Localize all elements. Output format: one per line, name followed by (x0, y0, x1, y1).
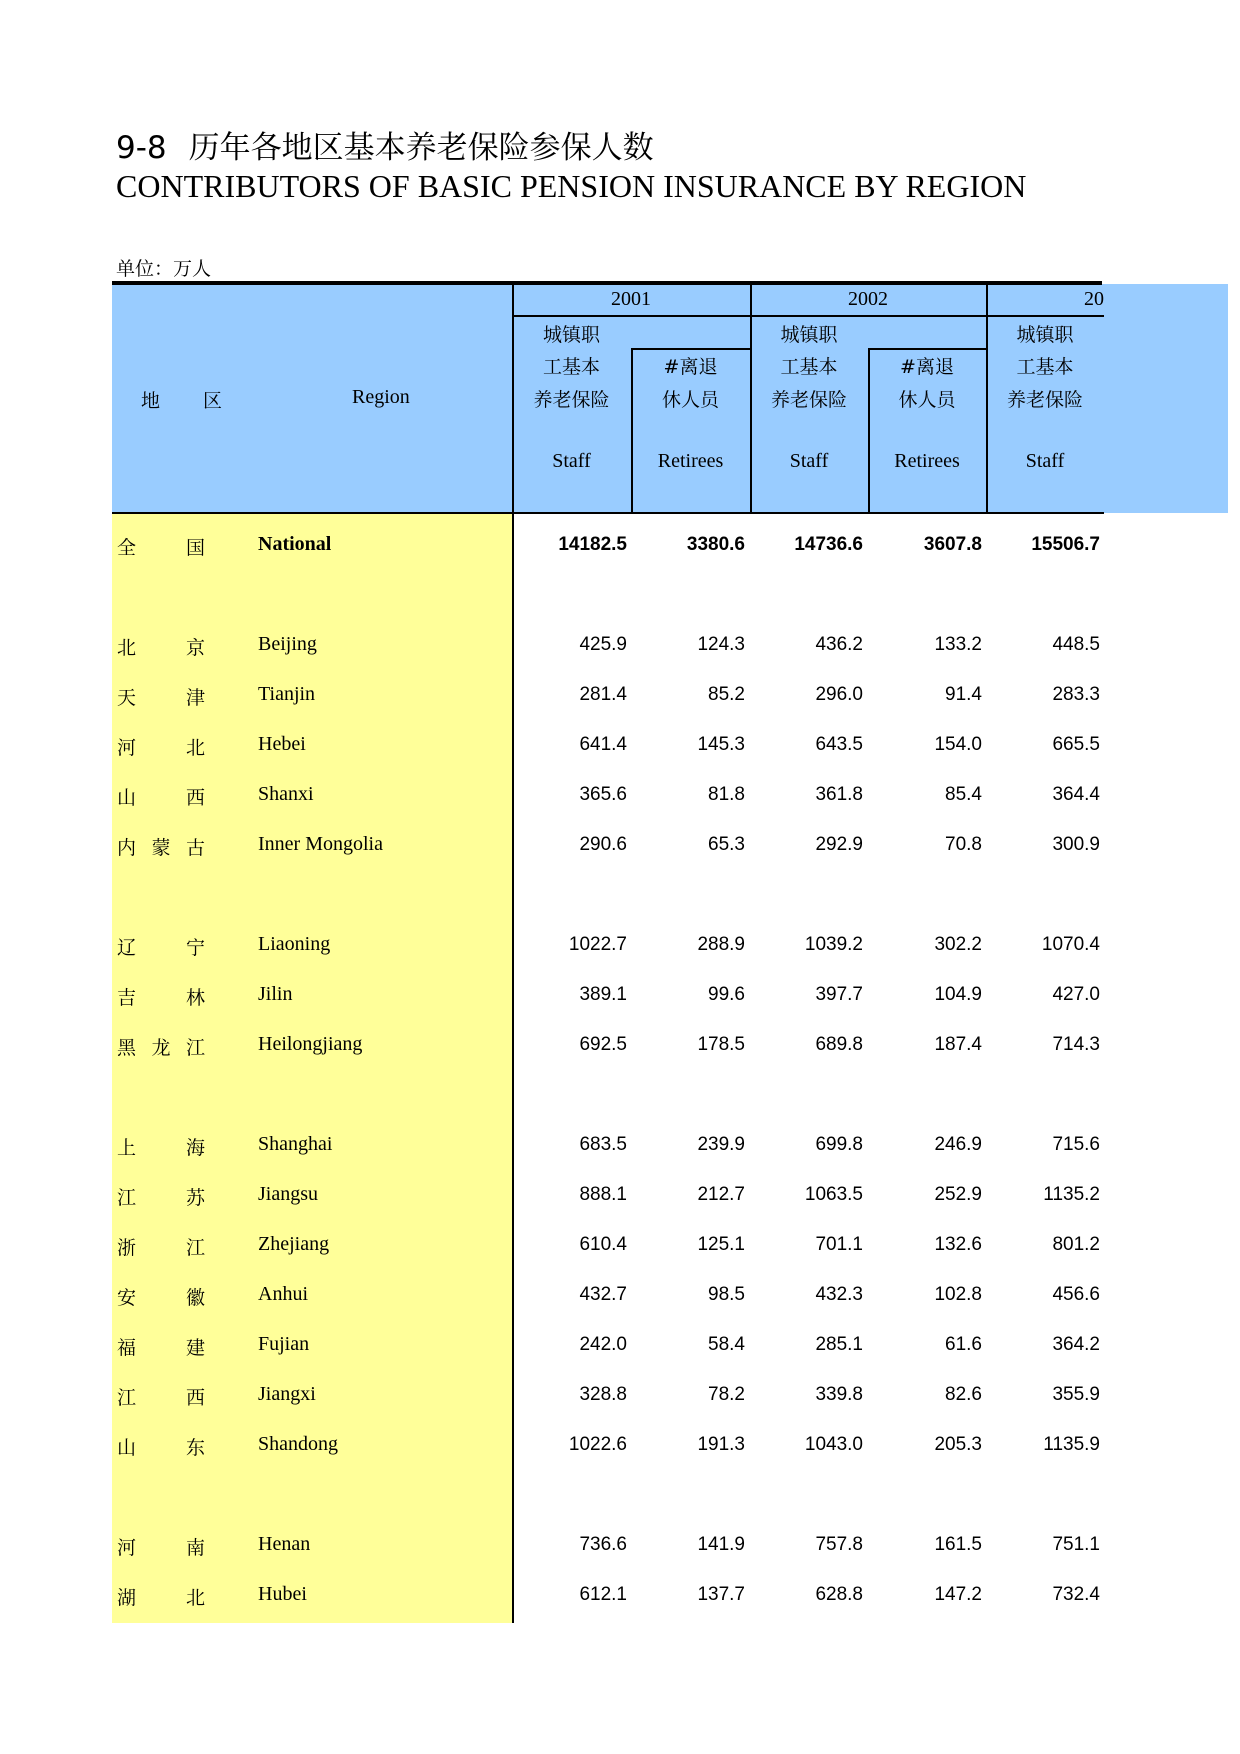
retirees-top-2001 (631, 348, 750, 350)
header-bottom-rule (112, 512, 1104, 514)
value-cell: 283.3 (1052, 684, 1100, 705)
table-row (0, 527, 1240, 567)
value-cell: 364.2 (1052, 1334, 1100, 1355)
table-number: 9-8 (116, 130, 167, 166)
value-cell: 692.5 (579, 1034, 627, 1055)
value-cell: 456.6 (1052, 1284, 1100, 1305)
value-cell: 3380.6 (686, 534, 745, 555)
region-name-cn (117, 1283, 205, 1310)
staff-2003-en: Staff (1025, 450, 1065, 472)
value-cell: 65.3 (708, 834, 745, 855)
region-name-en: Hubei (258, 1583, 307, 1605)
value-cell: 242.0 (579, 1334, 627, 1355)
value-cell: 132.6 (934, 1234, 982, 1255)
top-rule (112, 281, 1102, 285)
region-cn-char: 北 (185, 737, 205, 759)
region-cn-char: 西 (185, 1387, 205, 1409)
value-cell: 145.3 (697, 734, 745, 755)
value-cell: 683.5 (579, 1134, 627, 1155)
staff-2003-line3: 养老保险 (1006, 389, 1083, 411)
table-row (0, 1577, 1240, 1617)
region-cn-char: 古 (185, 837, 205, 859)
value-cell: 1039.2 (804, 934, 863, 955)
region-name-en: Fujian (258, 1333, 310, 1355)
region-name-en: Jilin (258, 983, 293, 1005)
value-cell: 715.6 (1052, 1134, 1100, 1155)
staff-2002-line2: 工基本 (780, 356, 838, 378)
region-name-cn (117, 1583, 205, 1610)
staff-2002-line1: 城镇职 (780, 324, 838, 346)
region-name-cn (117, 1533, 205, 1560)
region-name-en: Shanghai (258, 1133, 333, 1155)
value-cell: 628.8 (815, 1584, 863, 1605)
region-cn-char: 津 (185, 687, 205, 709)
staff-2001-en: Staff (552, 450, 591, 472)
retirees-2001-en: Retirees (657, 450, 724, 472)
value-cell: 288.9 (697, 934, 745, 955)
value-cell: 61.6 (945, 1334, 982, 1355)
region-name-en: Liaoning (258, 933, 331, 955)
year-2002: 2002 (848, 288, 888, 310)
value-cell: 1070.4 (1041, 934, 1100, 955)
value-cell: 1022.7 (568, 934, 627, 955)
region-name-cn (117, 833, 205, 860)
value-cell: 365.6 (579, 784, 627, 805)
region-name-cn (117, 1133, 205, 1160)
region-name-cn (117, 1433, 205, 1460)
value-cell: 736.6 (579, 1534, 627, 1555)
region-cn-char: 上 (117, 1137, 137, 1159)
value-cell: 427.0 (1052, 984, 1100, 1005)
region-cn-char: 北 (117, 637, 137, 659)
table-title-cn-text: 历年各地区基本养老保险参保人数 (188, 130, 654, 166)
region-name-cn (117, 633, 205, 660)
value-cell: 714.3 (1052, 1034, 1100, 1055)
value-cell: 432.3 (815, 1284, 863, 1305)
staff-2003-line2: 工基本 (1016, 356, 1074, 378)
region-name-en: Heilongjiang (258, 1033, 363, 1055)
region-cn-char: 南 (185, 1537, 205, 1559)
region-cn-char: 内 (117, 837, 137, 859)
region-cn-char: 辽 (117, 937, 137, 959)
value-cell: 389.1 (579, 984, 627, 1005)
value-cell: 78.2 (708, 1384, 745, 1405)
region-cn-char: 湖 (117, 1587, 137, 1609)
region-cn-char: 京 (185, 637, 205, 659)
value-cell: 292.9 (815, 834, 863, 855)
region-cn-char: 蒙 (151, 837, 171, 859)
retirees-2002-line1: #离退 (900, 356, 954, 378)
region-name-en: Jiangsu (258, 1183, 318, 1205)
year-underline (512, 315, 1104, 317)
value-cell: 58.4 (708, 1334, 745, 1355)
table-row (0, 677, 1240, 717)
region-name-cn (117, 683, 205, 710)
value-cell: 281.4 (579, 684, 627, 705)
value-cell: 98.5 (708, 1284, 745, 1305)
value-cell: 665.5 (1052, 734, 1100, 755)
value-cell: 91.4 (945, 684, 982, 705)
year-2003-partial: 20 (1084, 288, 1104, 310)
retirees-top-2002 (868, 348, 986, 350)
table-row (0, 827, 1240, 867)
region-name-en: Beijing (258, 633, 317, 655)
value-cell: 436.2 (815, 634, 863, 655)
retirees-2002-line2: 休人员 (898, 389, 956, 411)
staff-2001-line2: 工基本 (542, 356, 600, 378)
table-title-en: CONTRIBUTORS OF BASIC PENSION INSURANCE BY REGION (116, 168, 1027, 204)
region-cn-char: 河 (117, 1537, 137, 1559)
value-cell: 125.1 (697, 1234, 745, 1255)
region-cn-char: 国 (185, 537, 205, 559)
table-row (0, 777, 1240, 817)
value-cell: 448.5 (1052, 634, 1100, 655)
region-name-en: Zhejiang (258, 1233, 330, 1255)
table-row (0, 1527, 1240, 1567)
region-cn-char: 浙 (117, 1237, 137, 1259)
value-cell: 191.3 (697, 1434, 745, 1455)
region-name-cn (117, 533, 205, 560)
region-name-cn (117, 1183, 205, 1210)
value-cell: 15506.7 (1031, 534, 1100, 555)
value-cell: 641.4 (579, 734, 627, 755)
region-en-header: Region (352, 386, 410, 408)
table-row (0, 1027, 1240, 1067)
value-cell: 751.1 (1052, 1534, 1100, 1555)
retirees-2001-line2: 休人员 (661, 389, 719, 411)
staff-2001-line3: 养老保险 (533, 389, 610, 411)
value-cell: 102.8 (934, 1284, 982, 1305)
value-cell: 124.3 (697, 634, 745, 655)
region-cn-char: 东 (185, 1437, 205, 1459)
region-name-cn (117, 783, 205, 810)
region-name-en: Shandong (258, 1433, 338, 1455)
region-cn-char: 江 (185, 1237, 205, 1259)
region-name-en: Jiangxi (258, 1383, 316, 1405)
value-cell: 1135.2 (1043, 1184, 1100, 1205)
table-row (0, 977, 1240, 1017)
value-cell: 205.3 (934, 1434, 982, 1455)
region-cn-char: 福 (117, 1337, 137, 1359)
region-cn-b: 区 (203, 390, 223, 412)
table-row (0, 727, 1240, 767)
value-cell: 147.2 (934, 1584, 982, 1605)
region-name-cn (117, 1233, 205, 1260)
region-name-en: Anhui (258, 1283, 308, 1305)
region-name-cn (117, 1033, 205, 1060)
region-cn-char: 山 (117, 787, 137, 809)
region-cn-char: 北 (185, 1587, 205, 1609)
region-name-en: Inner Mongolia (258, 833, 383, 855)
table-row (0, 1377, 1240, 1417)
table-row (0, 1177, 1240, 1217)
value-cell: 701.1 (815, 1234, 863, 1255)
region-cn-char: 徽 (185, 1287, 205, 1309)
region-name-en: National (258, 533, 332, 555)
value-cell: 82.6 (945, 1384, 982, 1405)
region-cn-char: 山 (117, 1437, 137, 1459)
value-cell: 1063.5 (804, 1184, 863, 1205)
value-cell: 178.5 (697, 1034, 745, 1055)
value-cell: 137.7 (697, 1584, 745, 1605)
staff-2001-line1: 城镇职 (542, 324, 600, 346)
value-cell: 3607.8 (923, 534, 982, 555)
region-cn-char: 江 (185, 1037, 205, 1059)
region-cn-char: 林 (185, 987, 205, 1009)
value-cell: 239.9 (697, 1134, 745, 1155)
region-cn-char: 黑 (117, 1037, 137, 1059)
value-cell: 757.8 (815, 1534, 863, 1555)
value-cell: 85.4 (945, 784, 982, 805)
region-cn-char: 江 (117, 1187, 137, 1209)
value-cell: 252.9 (934, 1184, 982, 1205)
staff-2002-line3: 养老保险 (770, 389, 847, 411)
value-cell: 296.0 (815, 684, 863, 705)
region-name-en: Hebei (258, 733, 306, 755)
value-cell: 1135.9 (1043, 1434, 1100, 1455)
value-cell: 610.4 (579, 1234, 627, 1255)
value-cell: 689.8 (815, 1034, 863, 1055)
value-cell: 425.9 (579, 634, 627, 655)
retirees-2001-line1: #离退 (663, 356, 718, 378)
region-cn-char: 安 (117, 1287, 137, 1309)
value-cell: 70.8 (945, 834, 982, 855)
value-cell: 104.9 (934, 984, 982, 1005)
region-name-en: Henan (258, 1533, 311, 1555)
unit-label: 单位：万人 (116, 258, 212, 280)
value-cell: 643.5 (815, 734, 863, 755)
value-cell: 732.4 (1052, 1584, 1100, 1605)
value-cell: 300.9 (1052, 834, 1100, 855)
staff-2002-en: Staff (789, 450, 829, 472)
value-cell: 99.6 (708, 984, 745, 1005)
value-cell: 1022.6 (568, 1434, 627, 1455)
value-cell: 285.1 (815, 1334, 863, 1355)
table-row (0, 927, 1240, 967)
value-cell: 85.2 (708, 684, 745, 705)
value-cell: 14736.6 (794, 534, 863, 555)
value-cell: 397.7 (815, 984, 863, 1005)
region-name-cn (117, 1383, 205, 1410)
region-cn-char: 吉 (117, 987, 137, 1009)
value-cell: 1043.0 (804, 1434, 863, 1455)
region-name-cn (117, 733, 205, 760)
value-cell: 328.8 (579, 1384, 627, 1405)
region-cn-char: 全 (117, 537, 137, 559)
region-name-cn (117, 933, 205, 960)
region-cn-char: 河 (117, 737, 137, 759)
retirees-2002-en: Retirees (894, 450, 960, 472)
table-title-cn (116, 122, 654, 167)
region-cn-char: 建 (185, 1337, 205, 1359)
staff-2003-line1: 城镇职 (1016, 324, 1074, 346)
value-cell: 212.7 (697, 1184, 745, 1205)
region-cn-a: 地 (141, 390, 161, 412)
value-cell: 699.8 (815, 1134, 863, 1155)
value-cell: 432.7 (579, 1284, 627, 1305)
table-row (0, 1427, 1240, 1467)
region-name-cn (117, 983, 205, 1010)
value-cell: 355.9 (1052, 1384, 1100, 1405)
table-row (0, 627, 1240, 667)
value-cell: 81.8 (708, 784, 745, 805)
table-row (0, 1127, 1240, 1167)
value-cell: 187.4 (934, 1034, 982, 1055)
region-cn-char: 龙 (151, 1037, 171, 1059)
value-cell: 290.6 (579, 834, 627, 855)
value-cell: 14182.5 (558, 534, 627, 555)
table-row (0, 1327, 1240, 1367)
region-cn-char: 宁 (185, 937, 205, 959)
region-cn-char: 西 (185, 787, 205, 809)
value-cell: 133.2 (934, 634, 982, 655)
value-cell: 246.9 (934, 1134, 982, 1155)
region-name-en: Tianjin (258, 683, 316, 705)
region-name-cn (117, 1333, 205, 1360)
value-cell: 302.2 (934, 934, 982, 955)
region-cn-char: 江 (117, 1387, 137, 1409)
value-cell: 364.4 (1052, 784, 1100, 805)
region-cn-char: 天 (117, 687, 137, 709)
value-cell: 361.8 (815, 784, 863, 805)
value-cell: 154.0 (934, 734, 982, 755)
region-cn-char: 海 (185, 1137, 205, 1159)
value-cell: 801.2 (1052, 1234, 1100, 1255)
value-cell: 161.5 (934, 1534, 982, 1555)
region-cn-char: 苏 (185, 1187, 205, 1209)
value-cell: 612.1 (579, 1584, 627, 1605)
value-cell: 888.1 (579, 1184, 627, 1205)
table-row (0, 1277, 1240, 1317)
region-name-en: Shanxi (258, 783, 314, 805)
table-row (0, 1227, 1240, 1267)
value-cell: 339.8 (815, 1384, 863, 1405)
year-2001: 2001 (611, 288, 651, 310)
value-cell: 141.9 (697, 1534, 745, 1555)
